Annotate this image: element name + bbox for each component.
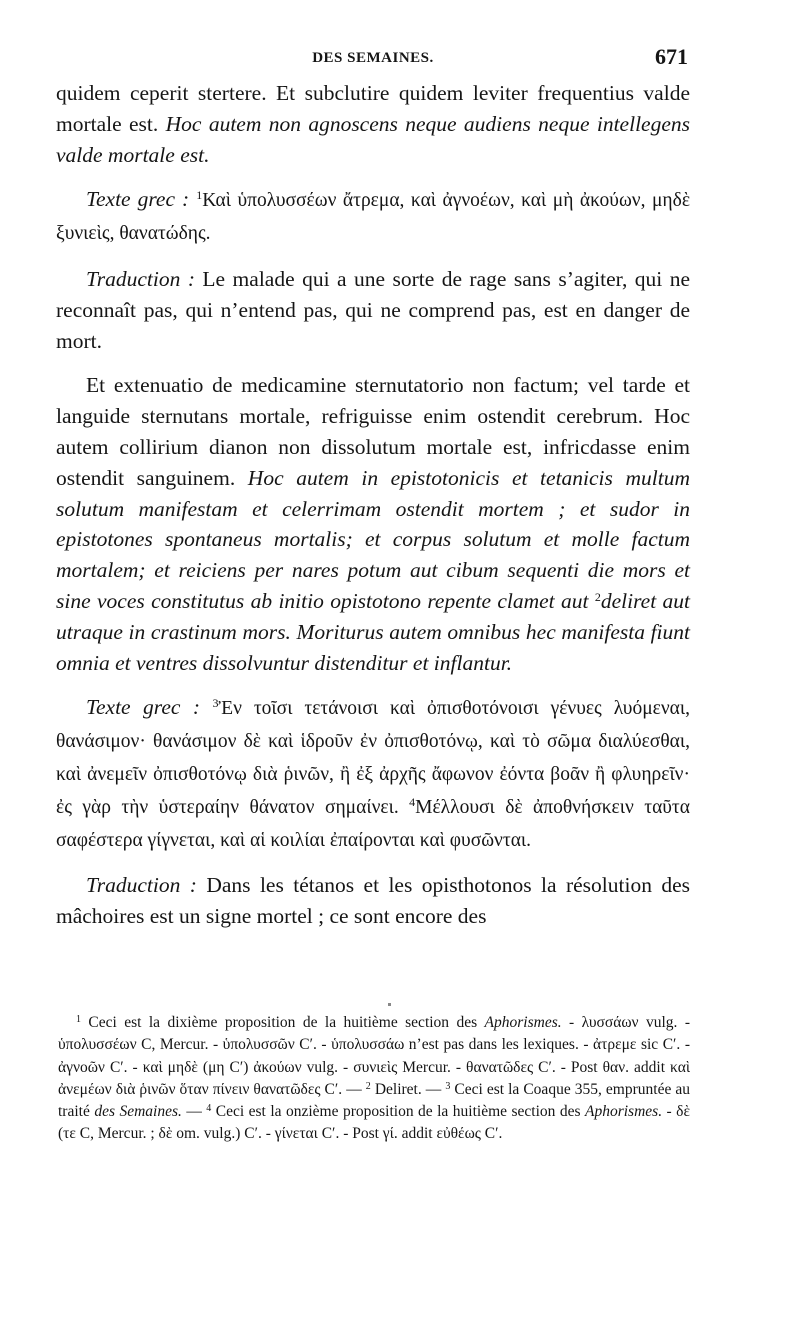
texte-grec-label: Texte grec : <box>86 187 190 212</box>
footnote-text: Ceci est la dixième proposition de la huitième section des <box>88 1014 485 1031</box>
greek-text-cont: Μέλλουσι δὲ ἀποθνήσκειν ταῦτα σαφέστερα γίγνεται, καὶ αἱ κοιλίαι ἐπαίρονται καὶ φυσῶνται. <box>56 796 690 851</box>
footnote-text: Ceci est la onzième proposition de la huitième section des <box>215 1103 585 1121</box>
footnote-ref-2[interactable]: 2 <box>594 589 601 604</box>
footnote-text: Deliret. — <box>374 1080 446 1098</box>
paragraph-greek-1 <box>56 184 690 250</box>
footnote-marker-4: 4 <box>206 1103 212 1115</box>
footnote-italic: Aphorismes. <box>484 1014 562 1031</box>
running-head <box>58 44 688 74</box>
footnote-divider <box>388 1003 391 1006</box>
footnote-text: - λυσσάων vulg. - ὑπολυσσέων C, Mercur. - ὑπολυσσῶν C′. - ὑπολυσσάω n’est pas dans les lexiques. - ἀτρεμε sic C′. - ἀγνοῶν C′. - καὶ μηδὲ (μη C′) ἀκούων vulg. - συνιεὶς Mercur. - θανατῶδες C′. - Post θαν. addit καὶ ἀνεμέων διὰ ῥινῶν ὅταν πίνειν θανατῶδες C′. — <box>58 1014 690 1098</box>
traduction-label: Traduction : <box>86 266 195 291</box>
main-text <box>56 78 690 946</box>
footnote-ref-1[interactable]: 1 <box>196 188 203 203</box>
footnote-italic: Aphorismes. <box>585 1103 663 1121</box>
latin-italic-text-cont: deliret aut utraque in crastinum mors. Moriturus autem omnibus hec manifesta fiunt omnia et ventres dissolvuntur distenditur et inflantur. <box>56 588 690 675</box>
footnote-italic: des Semaines. <box>94 1103 182 1121</box>
footnote-ref-4[interactable]: 4 <box>409 794 416 809</box>
french-text: Le malade qui a une sorte de rage sans s’agiter, qui ne reconnaît pas, qui n’entend pas, qui ne comprend pas, est en danger de mort. <box>56 266 690 353</box>
footnote-block <box>58 1012 690 1146</box>
footnote-text: Ceci est la Coaque 355, empruntée au traité <box>58 1080 691 1121</box>
latin-italic-text: Hoc autem in epistotonicis et tetanicis multum solutum manifestam et celerrimam ostendit mortem ; et sudor in epistotones spontaneus mortalis; et corpus solutum et molle factum mortalem; et reiciens per nares potum aut cibum sequenti die mors et sine voces constitutus ab initio opistotono repente clamet aut <box>56 465 690 613</box>
latin-italic-text: Hoc autem non agnoscens neque audiens neque intellegens valde mortale est. <box>56 111 690 167</box>
paragraph-latin-1 <box>56 78 690 170</box>
footnote-marker-3: 3 <box>445 1080 451 1092</box>
french-text: Dans les tétanos et les opisthotonos la résolution des mâchoires est un signe mortel ; ce sont encore des <box>56 873 691 929</box>
texte-grec-label: Texte grec : <box>86 695 201 720</box>
paragraph-traduction-1 <box>56 264 690 356</box>
running-title: DES SEMAINES. <box>312 50 434 66</box>
footnote-text: — <box>181 1103 207 1121</box>
footnote-marker-1: 1 <box>76 1014 81 1025</box>
footnote-text: - δὲ (τε C, Mercur. ; δὲ om. vulg.) C′. - γίνεται C′. - Post γί. addit εὐθέως C′. <box>58 1103 690 1143</box>
footnotes <box>58 1012 690 1146</box>
footnote-marker-2: 2 <box>365 1080 371 1092</box>
paragraph-greek-2 <box>56 692 690 856</box>
greek-text: Ἐν τοῖσι τετάνοισι καὶ ὀπισθοτόνοισι γένυες λυόμεναι, θανάσιμον· θανάσιμον δὲ καὶ ἱδροῦν ἐν ὀπισθοτόνῳ, καὶ τὸ σῶμα διαλύεσθαι, καὶ ἀνεμεῖν ὀπισθοτόνῳ διὰ ῥινῶν, ἢ ἐξ ἀρχῆς ἄφωνον ἐόντα βοᾶν ἢ φλυηρεῖν· ἐς γὰρ τὴν ὑστεραίην θάνατον σημαίνει. <box>56 698 691 818</box>
latin-text: Et extenuatio de medicamine sternutatorio non factum; vel tarde et languide sternutans mortale, refriguisse enim ostendit cerebrum. Hoc autem collirium dianon non dissolutum mortale est, infricdasse enim ostendit sanguinem. <box>56 373 690 490</box>
footnote-ref-3[interactable]: 3 <box>212 696 219 711</box>
page-number: 671 <box>655 44 688 69</box>
paragraph-traduction-2 <box>56 870 690 932</box>
traduction-label: Traduction : <box>86 873 197 898</box>
greek-text: Καὶ ὑπολυσσέων ἄτρεμα, καὶ ἀγνοέων, καὶ μὴ ἀκούων, μηδὲ ξυνιεὶς, θανατώδης. <box>56 190 691 245</box>
paragraph-latin-2 <box>56 370 690 678</box>
latin-text: quidem ceperit stertere. Et subclutire quidem leviter frequentius valde mortale est. <box>56 81 690 136</box>
